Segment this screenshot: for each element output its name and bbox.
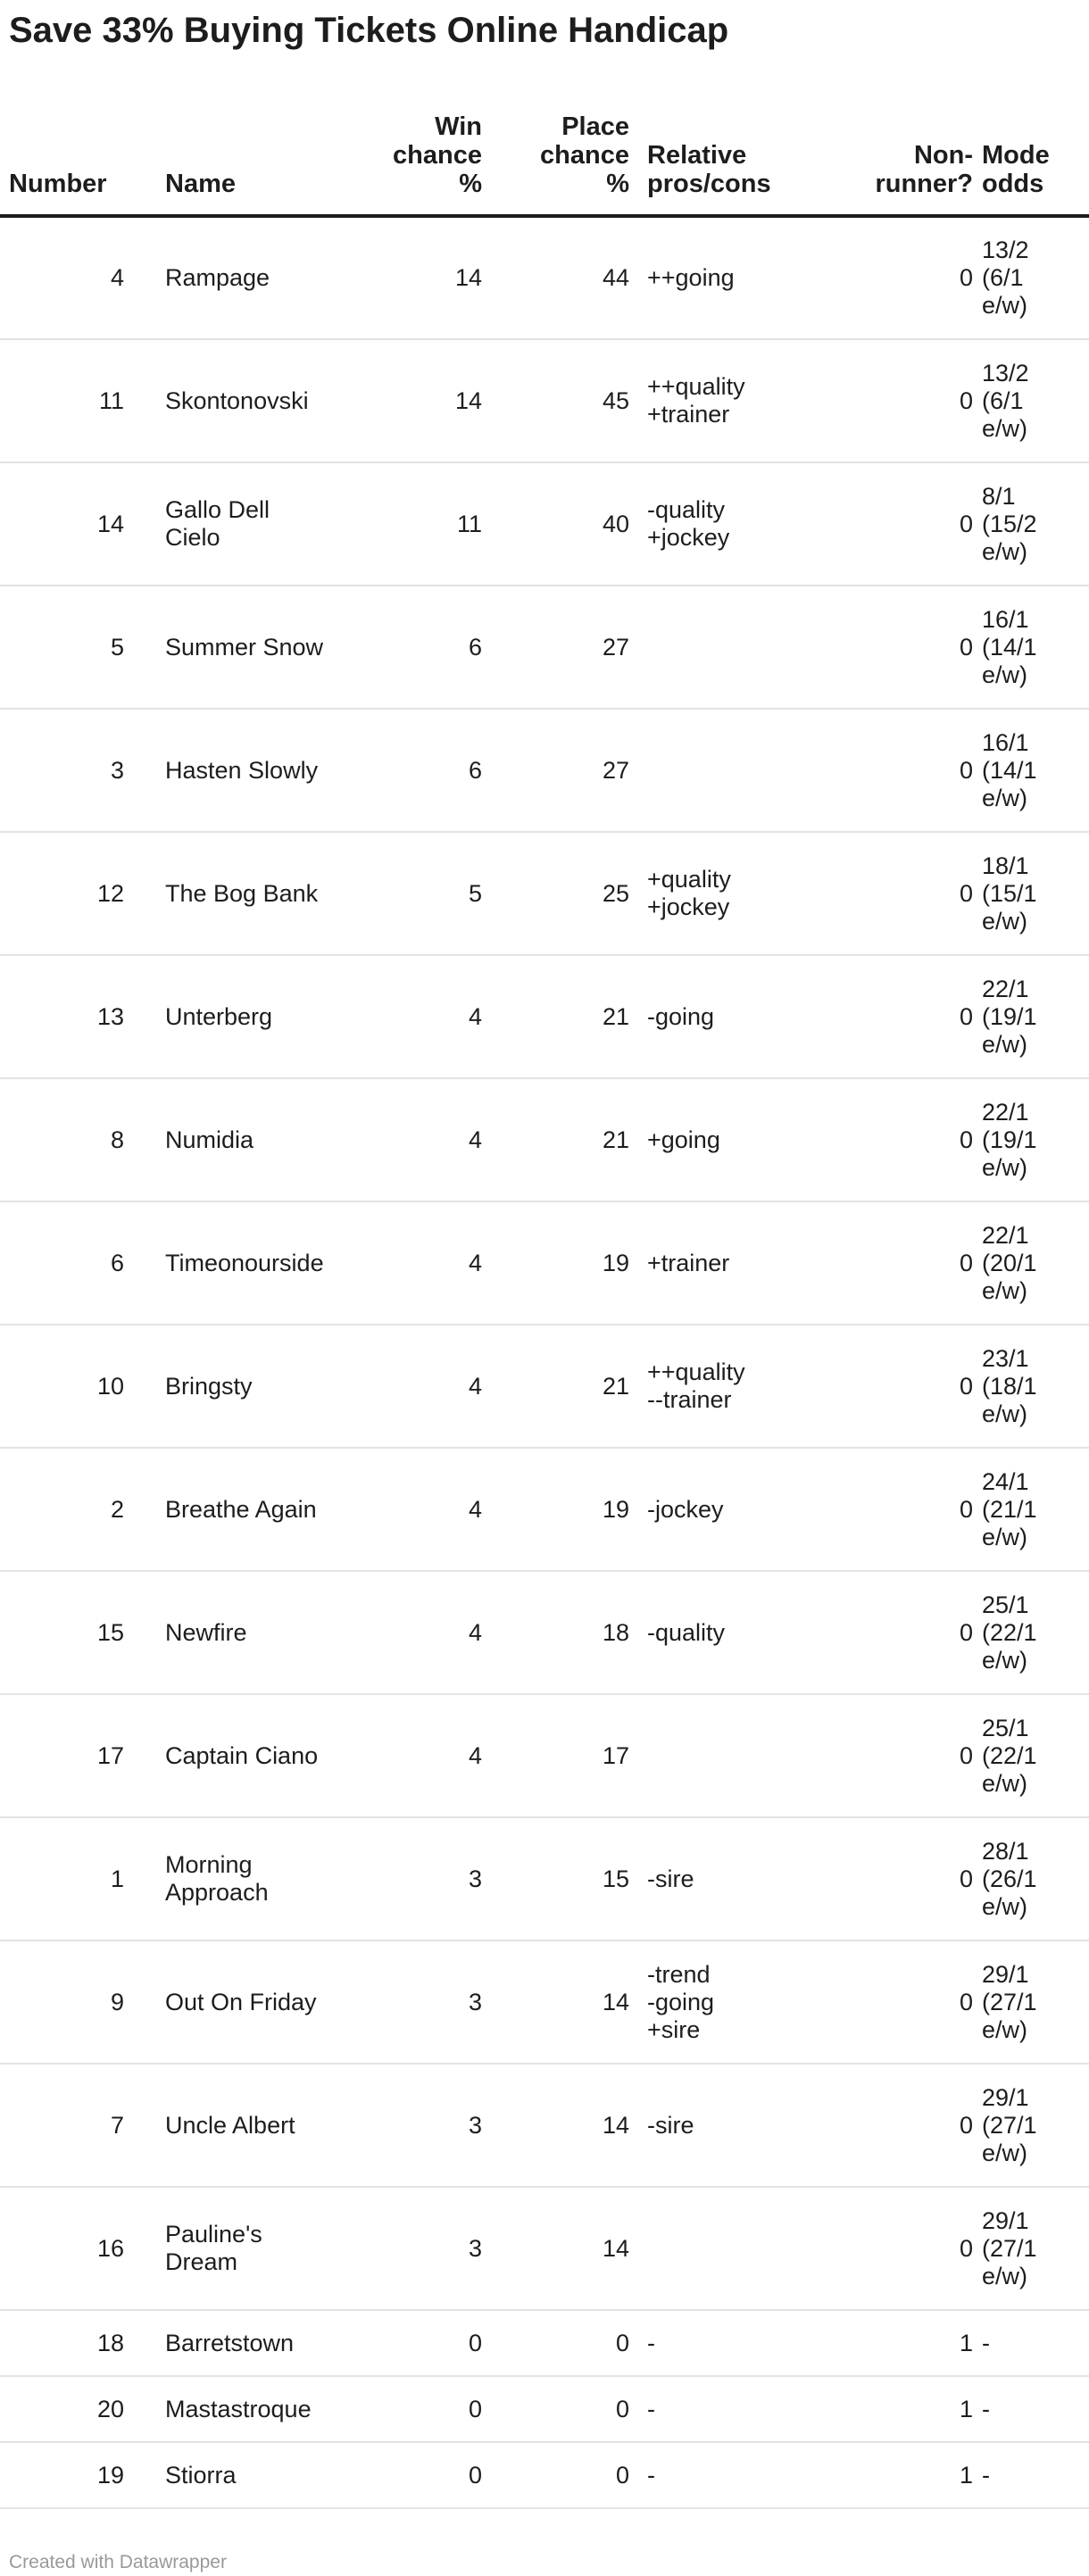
header-win-line: %: [459, 170, 482, 198]
cell-relative: [638, 1448, 817, 1571]
cell-relative-line: ++going: [647, 264, 735, 291]
cell-win-chance: 3: [344, 2064, 491, 2187]
cell-win-chance: 14: [344, 339, 491, 462]
cell-odds: [982, 2310, 1089, 2376]
cell-relative-line: -sire: [647, 2111, 694, 2139]
cell-name: [165, 1201, 344, 1325]
cell-odds-line: e/w): [982, 1030, 1028, 1058]
cell-relative: [638, 586, 817, 709]
header-row: [0, 89, 1089, 216]
cell-relative-line: +quality: [647, 866, 731, 893]
header-odds-line: odds: [982, 170, 1044, 198]
header-nonrunner-line: runner?: [875, 170, 973, 198]
table-row: [0, 2376, 1089, 2442]
cell-number: 18: [0, 2310, 165, 2376]
cell-number: 2: [0, 1448, 165, 1571]
cell-name-line: Morning: [165, 1851, 253, 1878]
header-odds-line: Mode: [982, 141, 1050, 170]
cell-name: [165, 462, 344, 586]
cell-odds-line: 29/1: [982, 2083, 1029, 2111]
cell-nonrunner: 0: [817, 1448, 982, 1571]
cell-odds: [982, 955, 1089, 1078]
cell-number: 17: [0, 1694, 165, 1817]
cell-odds: [982, 1571, 1089, 1694]
cell-win-chance: 0: [344, 2376, 491, 2442]
cell-nonrunner: 0: [817, 1571, 982, 1694]
cell-nonrunner: 0: [817, 216, 982, 339]
cell-odds-line: 18/1: [982, 852, 1029, 879]
cell-place-chance: 14: [491, 2064, 638, 2187]
cell-odds-line: e/w): [982, 2262, 1028, 2289]
cell-odds: [982, 462, 1089, 586]
table-row: [0, 709, 1089, 832]
cell-name-line: Uncle Albert: [165, 2111, 295, 2139]
cell-name-line: Barretstown: [165, 2329, 295, 2356]
cell-nonrunner: 0: [817, 1325, 982, 1448]
cell-name-line: Timeonourside: [165, 1249, 324, 1276]
cell-nonrunner: 0: [817, 709, 982, 832]
cell-number: 3: [0, 709, 165, 832]
cell-relative-line: -going: [647, 1988, 715, 2015]
cell-place-chance: 14: [491, 1940, 638, 2064]
cell-odds-line: (21/1: [982, 1495, 1037, 1523]
cell-odds-line: (18/1: [982, 1372, 1037, 1400]
cell-win-chance: 11: [344, 462, 491, 586]
cell-odds: [982, 2442, 1089, 2508]
cell-name-line: Stiorra: [165, 2461, 237, 2489]
cell-nonrunner: 0: [817, 1817, 982, 1940]
cell-name: [165, 832, 344, 955]
cell-odds-line: (6/1: [982, 386, 1024, 414]
cell-name-line: Summer Snow: [165, 633, 324, 661]
table-row: [0, 2442, 1089, 2508]
cell-name-line: Captain Ciano: [165, 1741, 319, 1769]
cell-odds-line: e/w): [982, 1769, 1028, 1797]
cell-win-chance: 0: [344, 2310, 491, 2376]
cell-relative-line: +trainer: [647, 1249, 730, 1276]
cell-place-chance: 45: [491, 339, 638, 462]
cell-relative: [638, 1078, 817, 1201]
cell-name-line: Out On Friday: [165, 1988, 317, 2015]
cell-odds-line: 28/1: [982, 1837, 1029, 1865]
cell-relative: [638, 216, 817, 339]
cell-odds: [982, 1201, 1089, 1325]
page-title: Save 33% Buying Tickets Online Handicap: [9, 11, 729, 50]
cell-relative-line: --trainer: [647, 1386, 732, 1413]
cell-odds-line: e/w): [982, 907, 1028, 935]
cell-odds-line: (15/1: [982, 879, 1037, 907]
cell-odds-line: e/w): [982, 661, 1028, 688]
cell-odds-line: -: [982, 2461, 990, 2489]
cell-number: 9: [0, 1940, 165, 2064]
cell-name-line: Approach: [165, 1879, 269, 1906]
table-row: [0, 1817, 1089, 1940]
cell-relative-line: +going: [647, 1126, 720, 1153]
cell-win-chance: 6: [344, 586, 491, 709]
header-place-line: Place: [561, 112, 629, 141]
cell-place-chance: 27: [491, 586, 638, 709]
cell-name-line: The Bog Bank: [165, 879, 319, 907]
cell-odds-line: (27/1: [982, 2111, 1037, 2139]
cell-place-chance: 40: [491, 462, 638, 586]
cell-odds-line: 25/1: [982, 1591, 1029, 1618]
cell-nonrunner: 0: [817, 955, 982, 1078]
cell-relative-line: -jockey: [647, 1495, 724, 1523]
header-name-label: Name: [165, 170, 236, 198]
table-row: [0, 462, 1089, 586]
cell-name-line: Breathe Again: [165, 1495, 317, 1523]
cell-nonrunner: 1: [817, 2310, 982, 2376]
cell-odds-line: 8/1: [982, 482, 1016, 510]
cell-name: [165, 1817, 344, 1940]
cell-place-chance: 21: [491, 1078, 638, 1201]
table-header: [0, 89, 1089, 216]
cell-relative: [638, 2442, 817, 2508]
cell-number: 16: [0, 2187, 165, 2310]
cell-nonrunner: 0: [817, 462, 982, 586]
cell-odds: [982, 1078, 1089, 1201]
cell-name: [165, 1694, 344, 1817]
cell-odds: [982, 1448, 1089, 1571]
cell-win-chance: 4: [344, 1078, 491, 1201]
cell-place-chance: 27: [491, 709, 638, 832]
cell-number: 12: [0, 832, 165, 955]
cell-place-chance: 19: [491, 1448, 638, 1571]
cell-name: [165, 339, 344, 462]
cell-odds-line: 16/1: [982, 605, 1029, 633]
cell-number: 1: [0, 1817, 165, 1940]
handicap-table-wrapper: [0, 89, 1089, 2509]
cell-odds: [982, 832, 1089, 955]
cell-name: [165, 2310, 344, 2376]
header-number-label: Number: [9, 170, 107, 198]
table-row: [0, 1571, 1089, 1694]
cell-relative-line: ++quality: [647, 373, 745, 400]
cell-relative-line: ++quality: [647, 1359, 745, 1385]
cell-name: [165, 955, 344, 1078]
cell-relative: [638, 462, 817, 586]
cell-odds-line: 22/1: [982, 1098, 1029, 1126]
cell-relative: [638, 955, 817, 1078]
cell-relative: [638, 709, 817, 832]
cell-win-chance: 4: [344, 955, 491, 1078]
header-number[interactable]: [0, 89, 165, 216]
table-row: [0, 1078, 1089, 1201]
cell-name: [165, 1448, 344, 1571]
cell-win-chance: 4: [344, 1325, 491, 1448]
table-row: [0, 2187, 1089, 2310]
header-relative-line: Relative: [647, 141, 747, 170]
cell-relative-line: +trainer: [647, 401, 730, 428]
cell-odds: [982, 2064, 1089, 2187]
cell-place-chance: 25: [491, 832, 638, 955]
cell-odds-line: (14/1: [982, 756, 1037, 784]
cell-name-line: Gallo Dell: [165, 496, 270, 523]
cell-number: 11: [0, 339, 165, 462]
cell-name-line: Rampage: [165, 264, 270, 291]
cell-odds-line: e/w): [982, 1153, 1028, 1181]
cell-odds: [982, 1694, 1089, 1817]
cell-relative: [638, 2376, 817, 2442]
cell-nonrunner: 1: [817, 2442, 982, 2508]
cell-name: [165, 1078, 344, 1201]
table-row: [0, 2310, 1089, 2376]
cell-nonrunner: 0: [817, 586, 982, 709]
cell-name: [165, 2442, 344, 2508]
header-odds[interactable]: [982, 89, 1089, 216]
cell-odds-line: (26/1: [982, 1865, 1037, 1892]
cell-place-chance: 44: [491, 216, 638, 339]
cell-relative-line: -trend: [647, 1960, 711, 1988]
cell-nonrunner: 0: [817, 2064, 982, 2187]
cell-odds-line: (27/1: [982, 1988, 1037, 2015]
cell-nonrunner: 0: [817, 339, 982, 462]
cell-win-chance: 4: [344, 1694, 491, 1817]
cell-relative-line: -: [647, 2329, 655, 2356]
cell-odds-line: (15/2: [982, 510, 1037, 537]
cell-relative-line: -going: [647, 1002, 715, 1030]
cell-name-line: Mastastroque: [165, 2395, 312, 2422]
header-win-chance[interactable]: [344, 89, 491, 216]
cell-nonrunner: 0: [817, 1201, 982, 1325]
cell-number: 10: [0, 1325, 165, 1448]
cell-name-line: Bringsty: [165, 1372, 253, 1400]
cell-odds: [982, 216, 1089, 339]
cell-odds-line: 13/2: [982, 237, 1029, 263]
cell-odds-line: 22/1: [982, 1221, 1029, 1249]
cell-name-line: Newfire: [165, 1618, 247, 1646]
cell-win-chance: 3: [344, 2187, 491, 2310]
cell-relative: [638, 832, 817, 955]
cell-number: 7: [0, 2064, 165, 2187]
cell-number: 14: [0, 462, 165, 586]
cell-relative: [638, 339, 817, 462]
cell-odds: [982, 1325, 1089, 1448]
cell-number: 6: [0, 1201, 165, 1325]
table-row: [0, 955, 1089, 1078]
cell-relative-line: -quality: [647, 1618, 726, 1646]
table-body: [0, 216, 1089, 2508]
cell-win-chance: 4: [344, 1201, 491, 1325]
cell-win-chance: 4: [344, 1571, 491, 1694]
cell-odds-line: (19/1: [982, 1126, 1037, 1153]
cell-relative: [638, 2187, 817, 2310]
cell-win-chance: 3: [344, 1817, 491, 1940]
cell-odds: [982, 2187, 1089, 2310]
cell-relative-line: +jockey: [647, 524, 730, 551]
header-nonrunner-line: Non-: [913, 141, 973, 170]
table-row: [0, 216, 1089, 339]
cell-odds-line: -: [982, 2329, 990, 2356]
cell-odds-line: 13/2: [982, 359, 1029, 386]
header-place-line: chance: [540, 141, 629, 170]
cell-place-chance: 17: [491, 1694, 638, 1817]
cell-win-chance: 14: [344, 216, 491, 339]
cell-place-chance: 0: [491, 2376, 638, 2442]
cell-odds-line: e/w): [982, 1892, 1028, 1920]
cell-nonrunner: 0: [817, 832, 982, 955]
cell-place-chance: 19: [491, 1201, 638, 1325]
header-win-line: Win: [435, 112, 482, 141]
cell-odds: [982, 1940, 1089, 2064]
table-row: [0, 339, 1089, 462]
cell-name: [165, 216, 344, 339]
cell-relative-line: -: [647, 2395, 655, 2422]
table-row: [0, 1325, 1089, 1448]
cell-win-chance: 6: [344, 709, 491, 832]
cell-name: [165, 1325, 344, 1448]
cell-relative: [638, 1694, 817, 1817]
cell-win-chance: 3: [344, 1940, 491, 2064]
cell-name-line: Numidia: [165, 1126, 254, 1153]
cell-relative: [638, 2310, 817, 2376]
cell-odds: [982, 339, 1089, 462]
cell-place-chance: 21: [491, 955, 638, 1078]
cell-name-line: Dream: [165, 2248, 238, 2275]
cell-name-line: Cielo: [165, 524, 220, 551]
cell-name: [165, 586, 344, 709]
cell-name-line: Hasten Slowly: [165, 756, 319, 784]
header-place-line: %: [606, 170, 629, 198]
cell-place-chance: 15: [491, 1817, 638, 1940]
cell-name: [165, 1940, 344, 2064]
cell-odds-line: 29/1: [982, 1960, 1029, 1988]
cell-relative-line: -sire: [647, 1865, 694, 1892]
cell-name: [165, 2376, 344, 2442]
header-relative[interactable]: [638, 89, 817, 216]
cell-odds-line: (27/1: [982, 2234, 1037, 2262]
cell-nonrunner: 0: [817, 1078, 982, 1201]
cell-odds: [982, 709, 1089, 832]
cell-name: [165, 2064, 344, 2187]
cell-odds-line: e/w): [982, 1523, 1028, 1550]
cell-nonrunner: 0: [817, 2187, 982, 2310]
cell-odds-line: (6/1: [982, 264, 1024, 291]
header-win-line: chance: [393, 141, 482, 170]
cell-nonrunner: 1: [817, 2376, 982, 2442]
cell-place-chance: 21: [491, 1325, 638, 1448]
cell-number: 4: [0, 216, 165, 339]
header-name[interactable]: [165, 89, 344, 216]
cell-name: [165, 2187, 344, 2310]
cell-relative-line: +sire: [647, 2015, 701, 2043]
header-relative-line: pros/cons: [647, 170, 771, 198]
cell-name: [165, 1571, 344, 1694]
cell-odds-line: e/w): [982, 1646, 1028, 1674]
table-row: [0, 2064, 1089, 2187]
cell-odds-line: 23/1: [982, 1344, 1029, 1372]
cell-place-chance: 14: [491, 2187, 638, 2310]
cell-relative: [638, 1940, 817, 2064]
cell-number: 8: [0, 1078, 165, 1201]
cell-nonrunner: 0: [817, 1694, 982, 1817]
cell-odds-line: e/w): [982, 1400, 1028, 1427]
cell-odds-line: e/w): [982, 292, 1028, 319]
cell-name-line: Unterberg: [165, 1002, 273, 1030]
cell-place-chance: 0: [491, 2442, 638, 2508]
cell-relative: [638, 1817, 817, 1940]
cell-odds-line: (14/1: [982, 633, 1037, 661]
cell-odds-line: 25/1: [982, 1714, 1029, 1741]
cell-odds-line: 22/1: [982, 975, 1029, 1002]
cell-odds-line: e/w): [982, 2015, 1028, 2043]
cell-odds: [982, 586, 1089, 709]
cell-odds-line: 16/1: [982, 728, 1029, 756]
footer-credit: Created with Datawrapper: [9, 2552, 227, 2572]
cell-odds-line: e/w): [982, 1276, 1028, 1304]
table-row: [0, 1940, 1089, 2064]
table-row: [0, 1448, 1089, 1571]
cell-number: 20: [0, 2376, 165, 2442]
cell-number: 19: [0, 2442, 165, 2508]
cell-odds-line: 24/1: [982, 1467, 1029, 1495]
header-nonrunner[interactable]: [817, 89, 982, 216]
cell-win-chance: 0: [344, 2442, 491, 2508]
table-row: [0, 1201, 1089, 1325]
cell-odds-line: (22/1: [982, 1741, 1037, 1769]
cell-odds-line: 29/1: [982, 2206, 1029, 2234]
cell-number: 5: [0, 586, 165, 709]
cell-relative-line: -quality: [647, 496, 726, 523]
cell-odds-line: e/w): [982, 414, 1028, 442]
table-row: [0, 832, 1089, 955]
cell-odds-line: (20/1: [982, 1249, 1037, 1276]
cell-name-line: Skontonovski: [165, 386, 309, 414]
cell-relative: [638, 2064, 817, 2187]
cell-odds-line: (19/1: [982, 1002, 1037, 1030]
cell-relative: [638, 1325, 817, 1448]
cell-name-line: Pauline's: [165, 2221, 262, 2248]
table-row: [0, 1694, 1089, 1817]
cell-relative-line: +jockey: [647, 893, 730, 920]
cell-odds: [982, 2376, 1089, 2442]
cell-odds-line: e/w): [982, 2139, 1028, 2166]
cell-name: [165, 709, 344, 832]
handicap-table: [0, 89, 1089, 2509]
cell-win-chance: 4: [344, 1448, 491, 1571]
cell-relative: [638, 1571, 817, 1694]
cell-win-chance: 5: [344, 832, 491, 955]
cell-relative-line: -: [647, 2461, 655, 2489]
cell-odds-line: (22/1: [982, 1618, 1037, 1646]
cell-number: 15: [0, 1571, 165, 1694]
cell-odds-line: e/w): [982, 537, 1028, 565]
table-row: [0, 586, 1089, 709]
cell-place-chance: 0: [491, 2310, 638, 2376]
cell-odds: [982, 1817, 1089, 1940]
cell-place-chance: 18: [491, 1571, 638, 1694]
cell-odds-line: e/w): [982, 784, 1028, 811]
cell-odds-line: -: [982, 2395, 990, 2422]
cell-relative: [638, 1201, 817, 1325]
cell-nonrunner: 0: [817, 1940, 982, 2064]
cell-number: 13: [0, 955, 165, 1078]
header-place-chance[interactable]: [491, 89, 638, 216]
